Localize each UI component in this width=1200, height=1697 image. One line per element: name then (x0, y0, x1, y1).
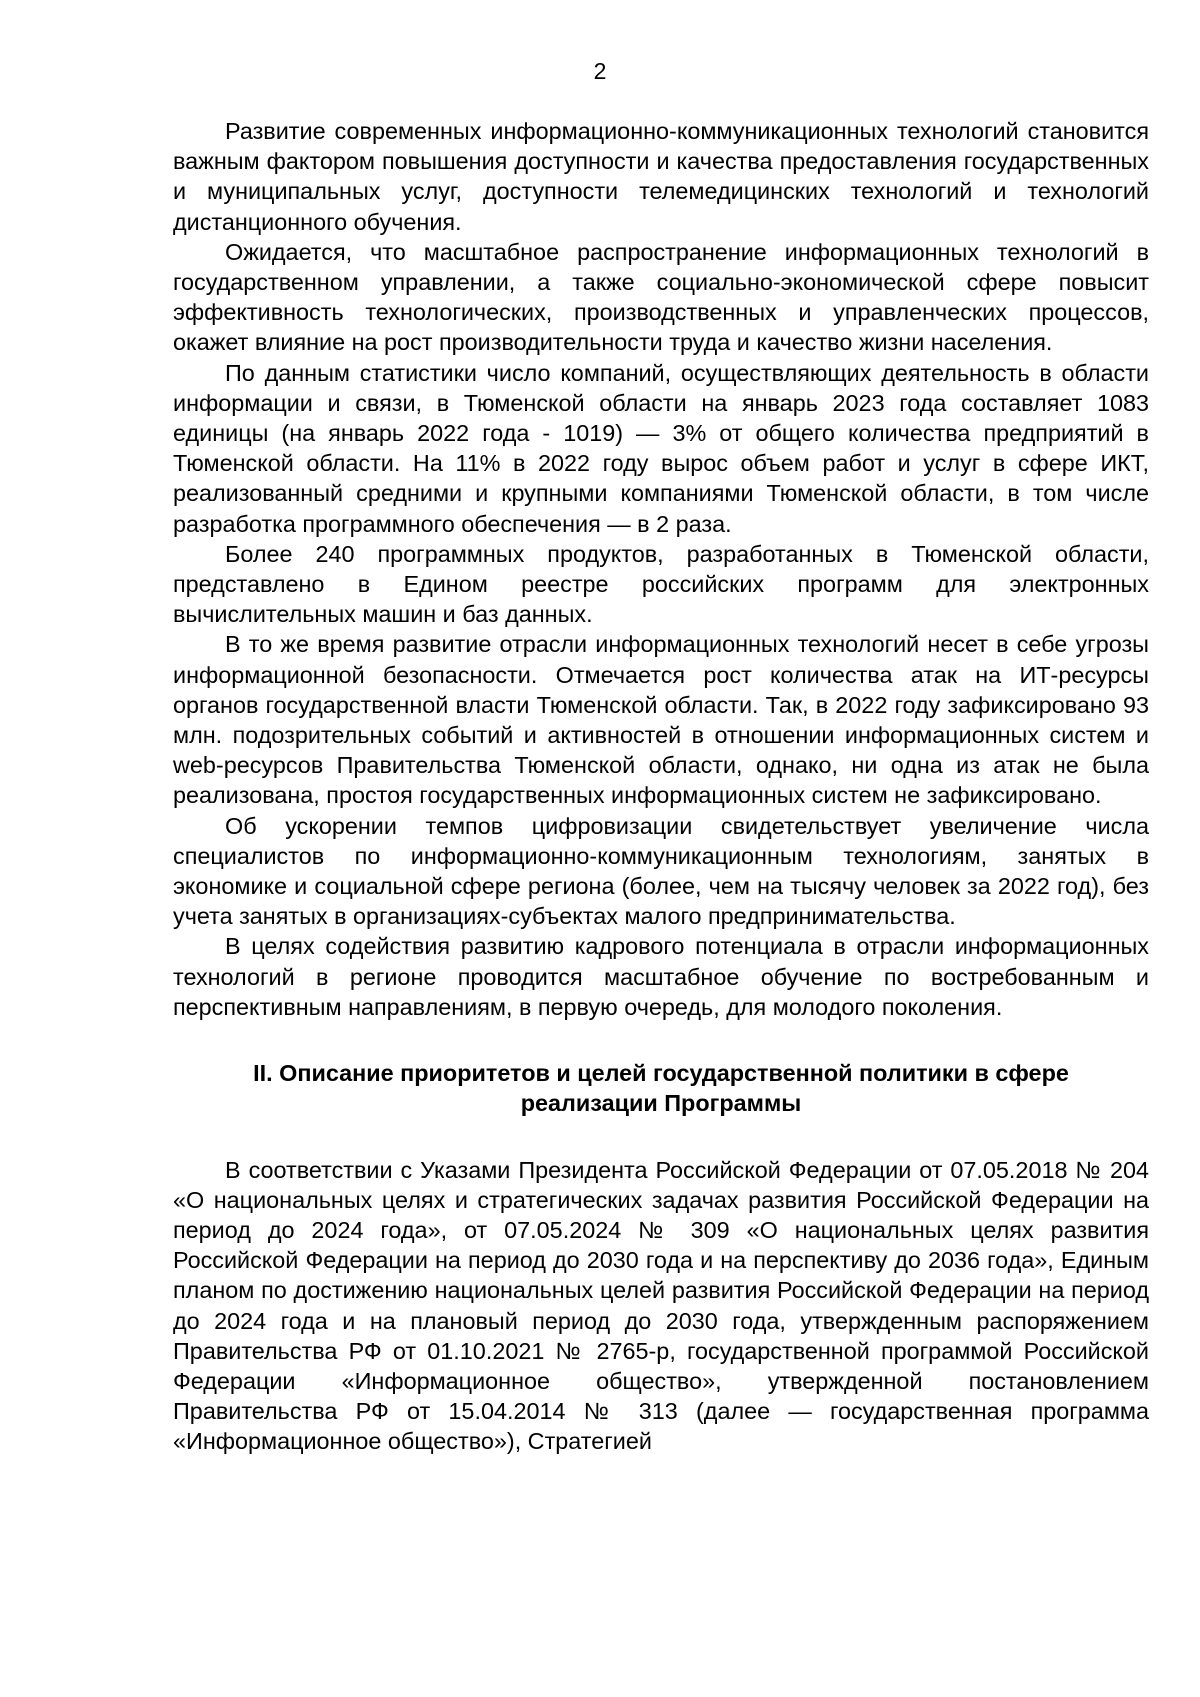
paragraph-security-threats: В то же время развитие отрасли информационных технологий несет в себе угрозы информационной безопасности. Отмечается рост количества атак на ИТ-ресурсы органов государственной власти Тюменской области. Так, в 2022 году зафиксировано 93 млн. подозрительных событий и активностей в отношении информационных систем и web-ресурсов Правительства Тюменской области, однако, ни одна из атак не была реализована, простоя государственных информационных систем не зафиксировано. (173, 631, 1149, 809)
paragraph-presidential-decrees: В соответствии с Указами Президента Российской Федерации от 07.05.2018 № 204 «О национальных целях и стратегических задачах развития Российской Федерации на период до 2024 года», от 07.05.2024 № 309 «О национальных целях развития Российской Федерации на период до 2030 года и на перспективу до 2036 года», Единым планом по достижению национальных целей развития Российской Федерации на период до 2024 года и на плановый период до 2030 года, утвержденным распоряжением Правительства РФ от 01.10.2021 № 2765-р, государственной программой Российской Федерации «Информационное общество», утвержденной постановлением Правительства РФ от 15.04.2014 № 313 (далее — государственная программа «Информационное общество»), Стратегией (173, 1156, 1149, 1455)
section-heading-line-1: II. Описание приоритетов и целей государственной политики в сфере (253, 1060, 1069, 1087)
paragraph-software-registry: Более 240 программных продуктов, разработанных в Тюменской области, представлено в Едином реестре российских программ для электронных вычислительных машин и баз данных. (173, 540, 1149, 628)
paragraph-staff-training: В целях содействия развитию кадрового потенциала в отрасли информационных технологий в регионе проводится масштабное обучение по востребованным и перспективным направлениям, в первую очередь, для молодого поколения. (173, 933, 1149, 1020)
paragraph-ict-development: Развитие современных информационно-коммуникационных технологий становится важным фактором повышения доступности и качества предоставления государственных и муниципальных услуг, доступности телемедицинских технологий и технологий дистанционного обучения. (173, 118, 1149, 235)
paragraph-company-statistics: По данным статистики число компаний, осуществляющих деятельность в области информации и связи, в Тюменской области на январь 2023 года составляет 1083 единицы (на январь 2022 года - 1019) — 3% от общего количества предприятий в Тюменской области. На 11% в 2022 году вырос объем работ и услуг в сфере ИКТ, реализованный средними и крупными компаниями Тюменской области, в том числе разработка программного обеспечения — в 2 раза. (173, 359, 1149, 537)
section-heading-line-2: реализации Программы (520, 1090, 802, 1117)
paragraph-digitalization-specialists: Об ускорении темпов цифровизации свидетельствует увеличение числа специалистов по информационно-коммуникационным технологиям, занятых в экономике и социальной сфере региона (более, чем на тысячу человек за 2022 год), без учета занятых в организациях-субъектах малого предпринимательства. (173, 812, 1149, 930)
paragraph-expected-effect: Ожидается, что масштабное распространение информационных технологий в государственном управлении, а также социально-экономической сфере повысит эффективность технологических, производственных и управленческих процессов, окажет влияние на рост производительности труда и качество жизни населения. (173, 238, 1149, 356)
section-heading (173, 1058, 1149, 1118)
document-body (173, 116, 1149, 1457)
page-number: 2 (593, 58, 607, 84)
